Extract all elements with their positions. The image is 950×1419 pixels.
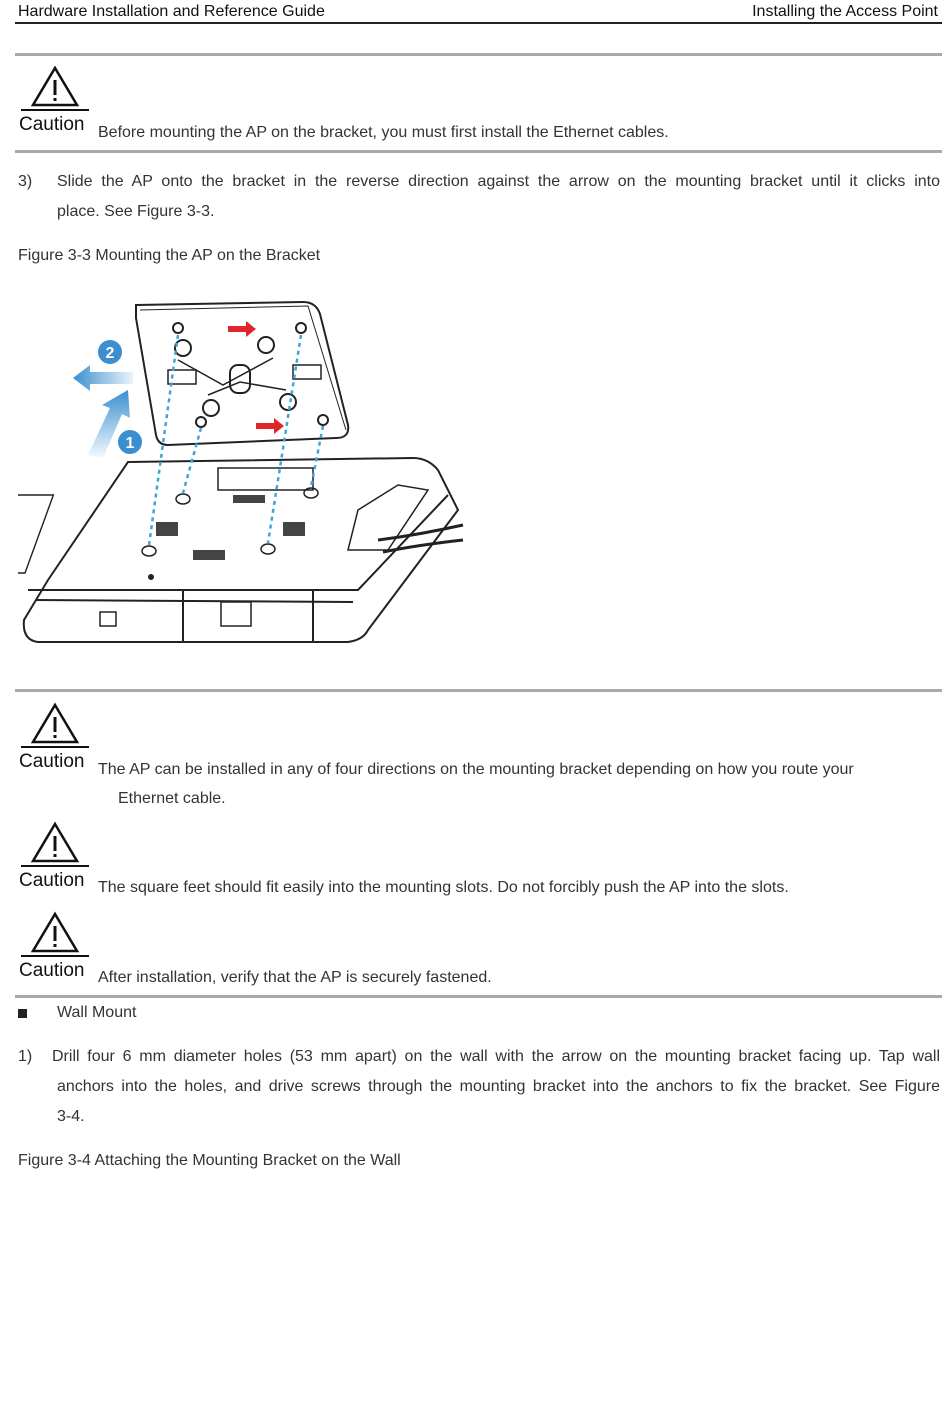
caution-text: The AP can be installed in any of four directions on the mounting bracket depending on how you route your — [98, 761, 854, 778]
header-right: Installing the Access Point — [752, 3, 938, 20]
figure-caption: Figure 3-3 Mounting the AP on the Bracket — [18, 247, 321, 264]
header-left: Hardware Installation and Reference Guide — [18, 3, 325, 20]
caution-label: Caution — [19, 114, 85, 135]
caution-text: After installation, verify that the AP is securely fastened. — [98, 969, 492, 986]
step-text-line: anchors into the holes, and drive screws through the mounting bracket into the anchors to fix the bracket. See Figure — [57, 1078, 940, 1095]
step-badge-2 — [98, 340, 122, 364]
svg-text:2: 2 — [105, 345, 115, 362]
mounting-bracket — [136, 302, 348, 445]
step-number: 1) — [18, 1048, 33, 1065]
caution-bottom-rule — [15, 150, 942, 153]
bullet-square-icon — [18, 1009, 27, 1018]
caution-block — [19, 821, 93, 891]
caution-label: Caution — [19, 960, 85, 981]
warning-triangle-icon — [19, 702, 91, 750]
step-text-line: place. See Figure 3-3. — [57, 203, 215, 220]
arrow-icon — [228, 321, 256, 337]
section-heading: Wall Mount — [57, 1004, 137, 1021]
warning-triangle-icon — [19, 65, 91, 113]
warning-triangle-icon — [19, 911, 91, 959]
caution-top-rule — [15, 53, 942, 56]
ap-body — [18, 458, 463, 642]
svg-text:1: 1 — [125, 435, 135, 452]
caution-text: Before mounting the AP on the bracket, you must first install the Ethernet cables. — [98, 124, 669, 141]
arrow-icon — [256, 418, 284, 434]
header-rule — [15, 22, 942, 24]
caution-text: Ethernet cable. — [118, 790, 226, 807]
caution-block — [19, 702, 93, 772]
step-number: 3) — [18, 173, 33, 190]
figure-ap-bracket-illustration — [18, 290, 468, 665]
step-badge-1 — [118, 430, 142, 454]
caution-bottom-rule — [15, 995, 942, 998]
caution-top-rule — [15, 689, 942, 692]
warning-triangle-icon — [19, 821, 91, 869]
figure-caption: Figure 3-4 Attaching the Mounting Bracket on the Wall — [18, 1152, 401, 1169]
caution-block — [19, 911, 93, 981]
step-text-line: Slide the AP onto the bracket in the reverse direction against the arrow on the mounting bracket until it clicks into — [57, 173, 940, 190]
slide-arrow-icon — [73, 365, 133, 391]
caution-block — [19, 65, 93, 135]
step-text-line: 3-4. — [57, 1108, 85, 1125]
caution-label: Caution — [19, 751, 85, 772]
step-text-line: Drill four 6 mm diameter holes (53 mm apart) on the wall with the arrow on the mounting bracket facing up. Tap wall — [52, 1048, 940, 1065]
caution-label: Caution — [19, 870, 85, 891]
caution-text: The square feet should fit easily into the mounting slots. Do not forcibly push the AP into the slots. — [98, 879, 789, 896]
